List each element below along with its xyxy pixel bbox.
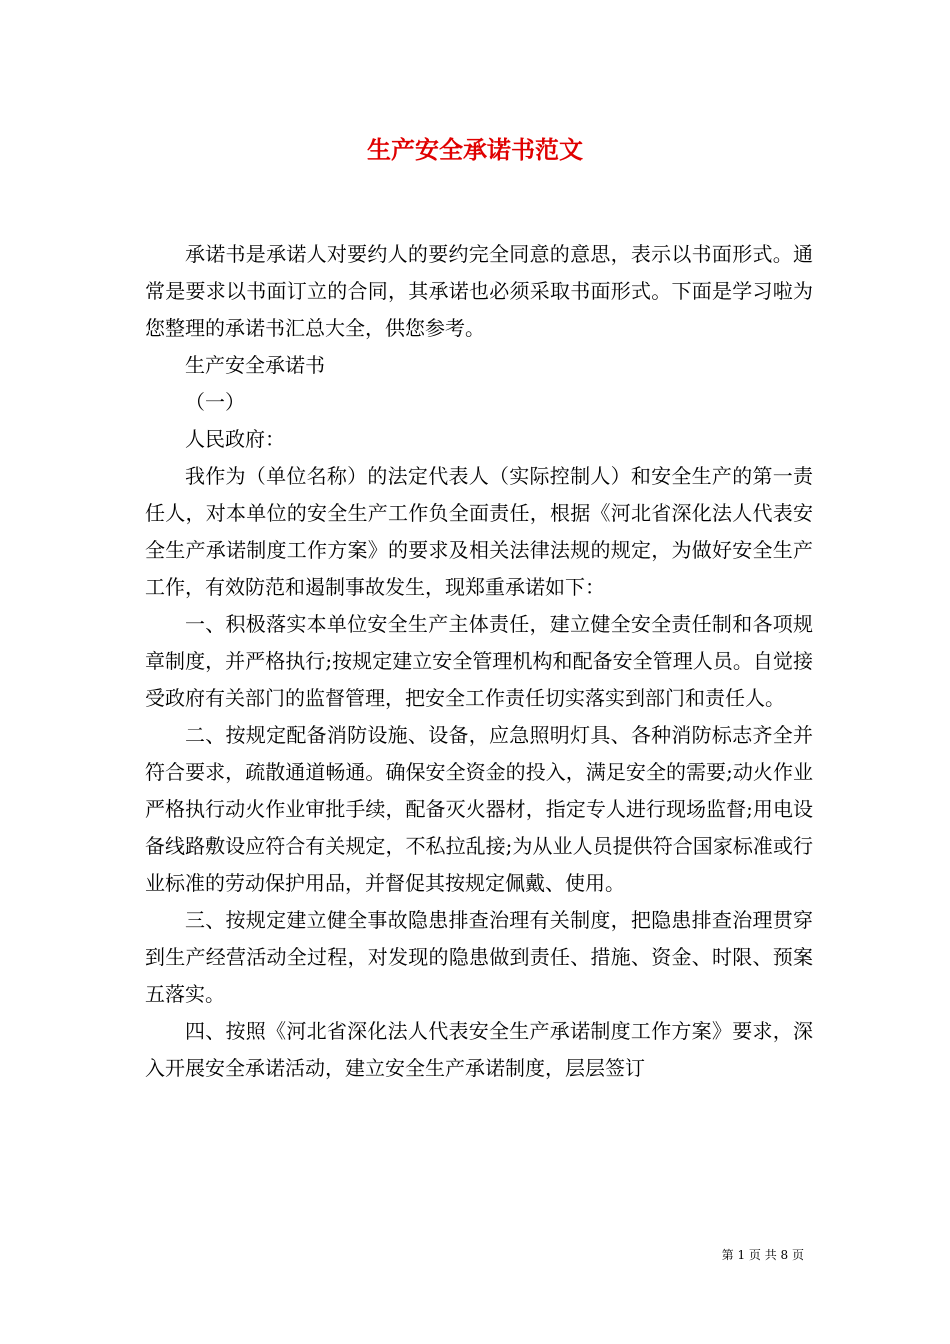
section-number: （一） <box>185 390 245 414</box>
section-heading: 生产安全承诺书 <box>185 353 325 377</box>
page-title: 生产安全承诺书范文 <box>367 135 583 164</box>
intro-paragraph: 承诺书是承诺人对要约人的要约完全同意的意思，表示以书面形式。通常是要求以书面订立的合同，其承诺也必须采取书面形式。下面是学习啦为您整理的承诺书汇总大全，供您参考。 <box>145 242 813 340</box>
page-number: 第 1 页 共 8 页 <box>721 1248 804 1262</box>
commitment-item-2: 二、按规定配备消防设施、设备，应急照明灯具、各种消防标志齐全并符合要求，疏散通道畅通。确保安全资金的投入，满足安全的需要;动火作业严格执行动火作业审批手续，配备灭火器材，指定专人进行现场监督;用电设备线路敷设应符合有关规定，不私拉乱接;为从业人员提供符合国家标准或行业标准的劳动保护用品，并督促其按规定佩戴、使用。 <box>145 723 813 895</box>
document-body <box>145 236 813 1087</box>
commitment-item-3: 三、按规定建立健全事故隐患排查治理有关制度，把隐患排查治理贯穿到生产经营活动全过程，对发现的隐患做到责任、措施、资金、时限、预案五落实。 <box>145 908 813 1006</box>
commitment-preamble: 我作为（单位名称）的法定代表人（实际控制人）和安全生产的第一责任人，对本单位的安全生产工作负全面责任，根据《河北省深化法人代表安全生产承诺制度工作方案》的要求及相关法律法规的规定，为做好安全生产工作，有效防范和遏制事故发生，现郑重承诺如下： <box>145 464 813 599</box>
salutation: 人民政府： <box>185 427 285 451</box>
commitment-item-1: 一、积极落实本单位安全生产主体责任，建立健全安全责任制和各项规章制度，并严格执行;按规定建立安全管理机构和配备安全管理人员。自觉接受政府有关部门的监督管理，把安全工作责任切实落实到部门和责任人。 <box>145 612 813 710</box>
commitment-item-4: 四、按照《河北省深化法人代表安全生产承诺制度工作方案》要求，深入开展安全承诺活动，建立安全生产承诺制度，层层签订 <box>145 1019 813 1080</box>
